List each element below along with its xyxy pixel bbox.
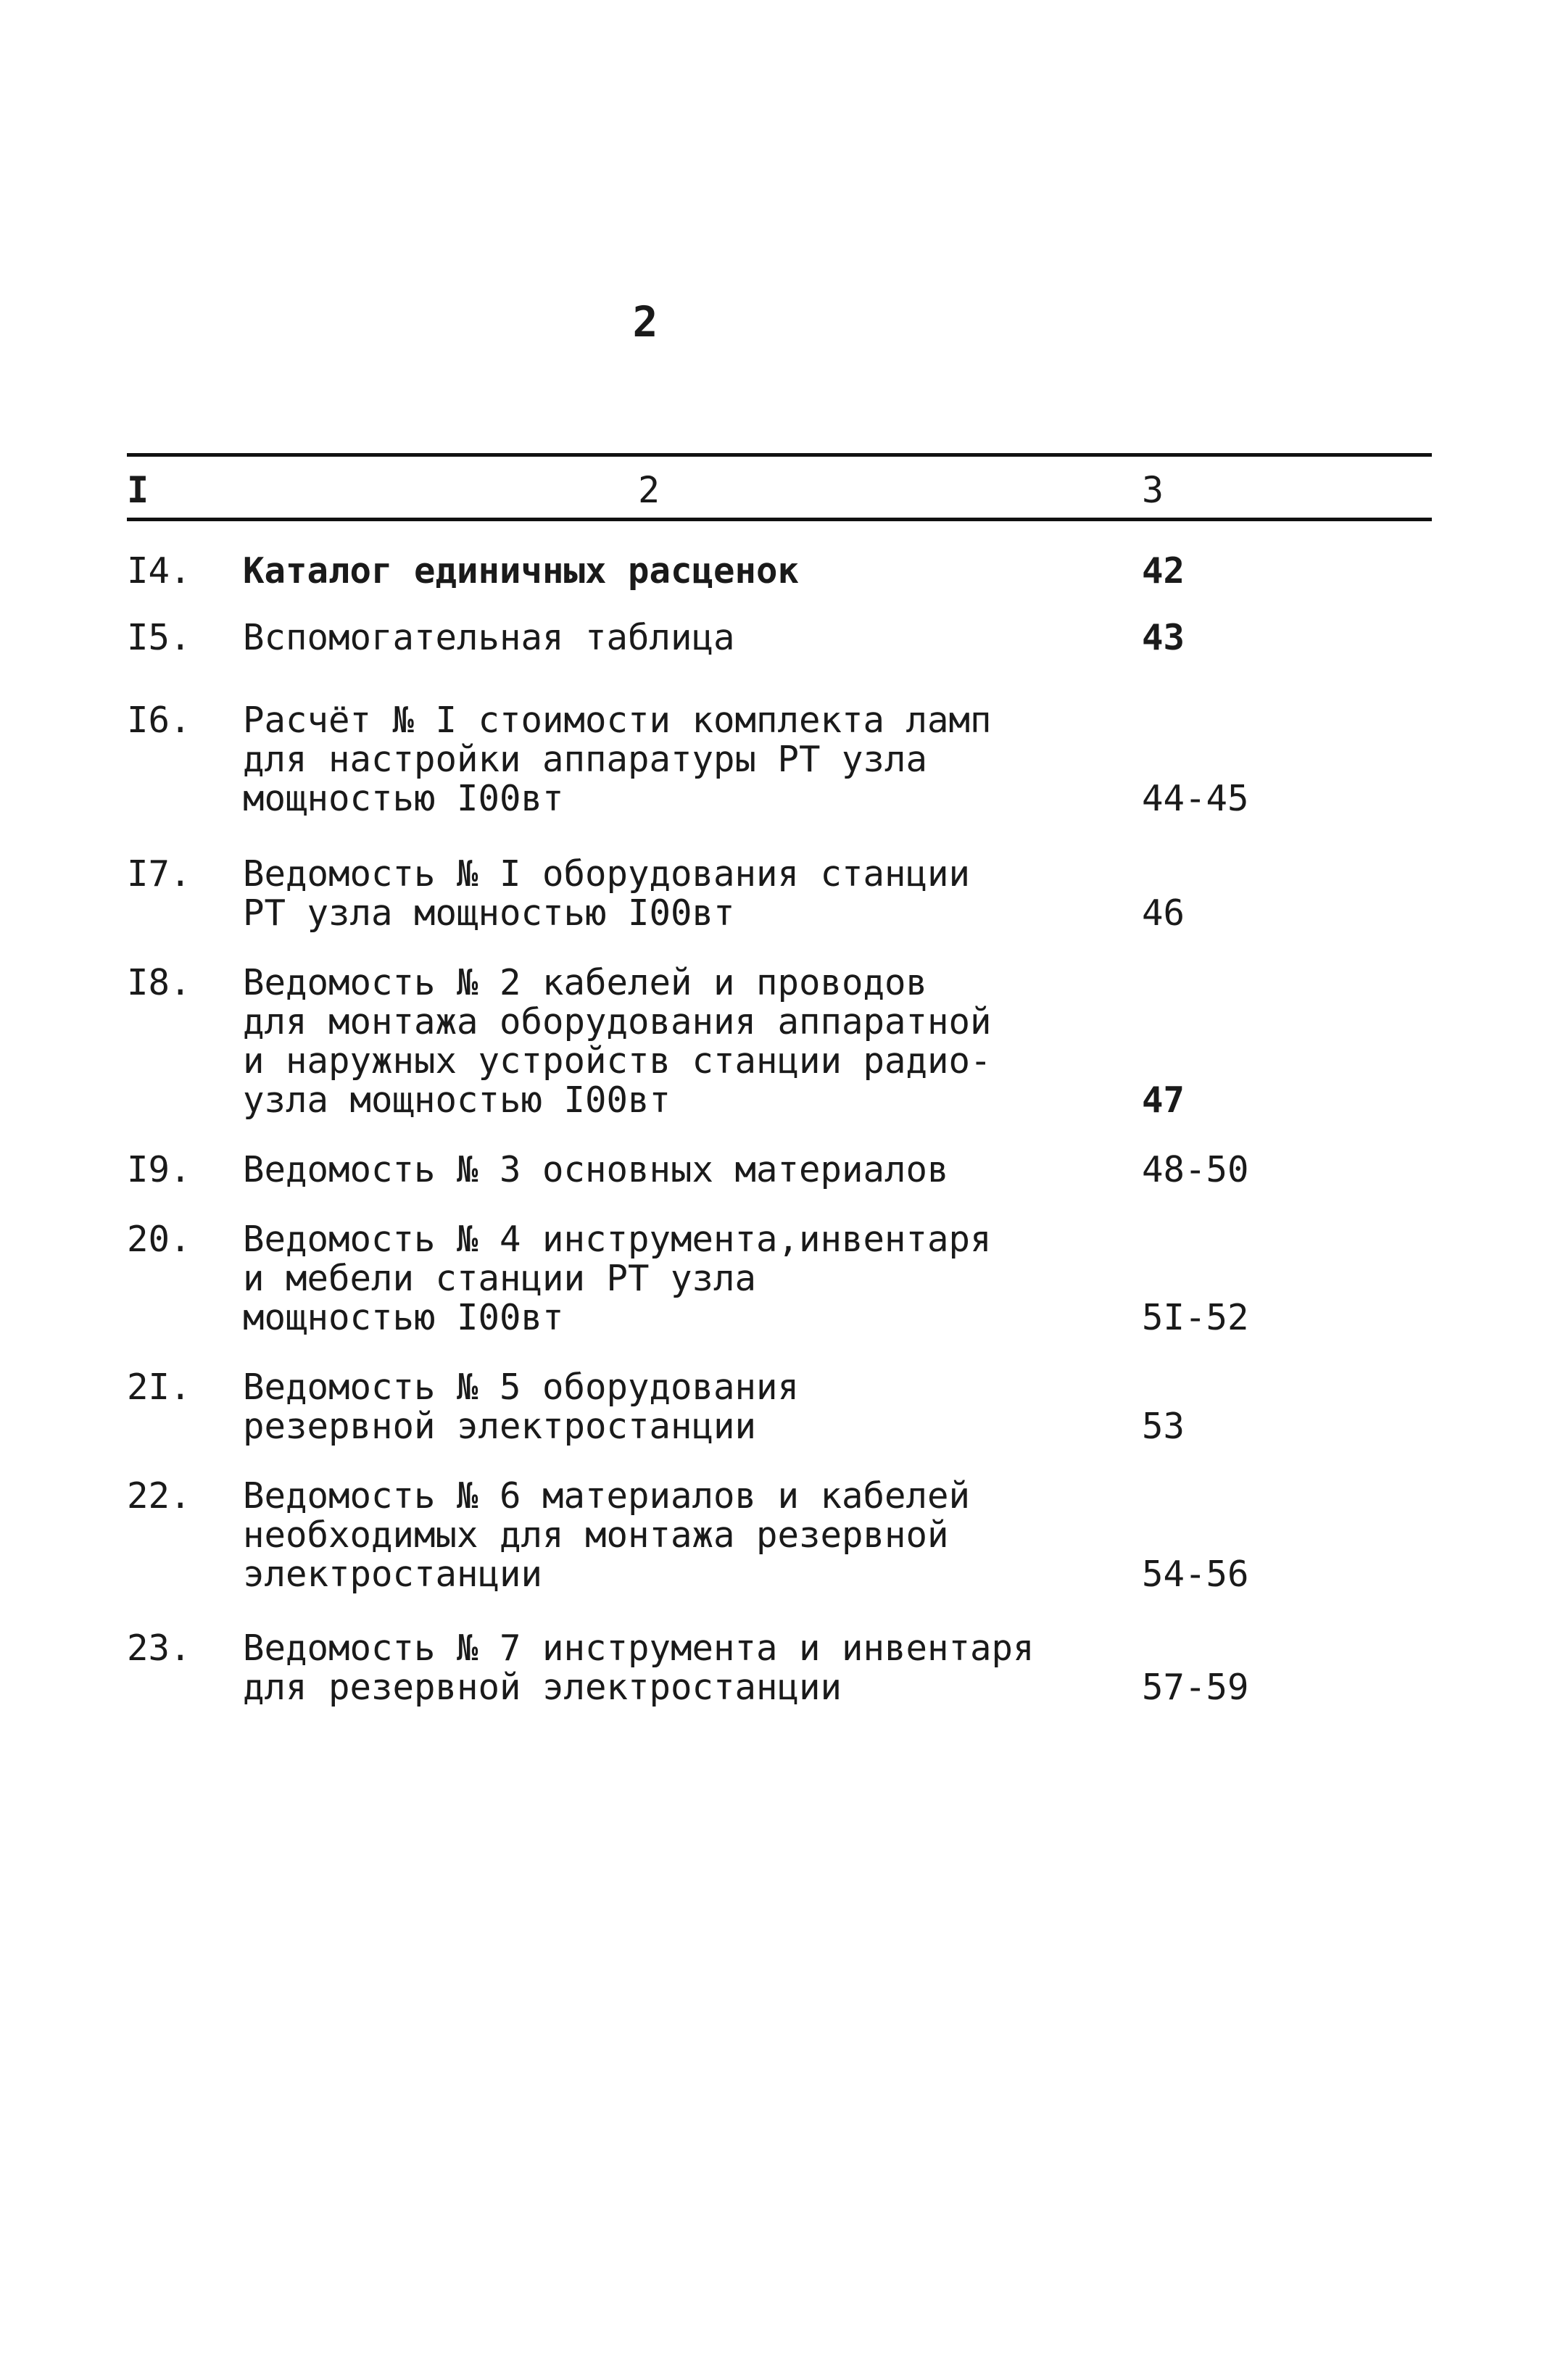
page-number: 2 [632, 297, 658, 347]
entry-title: Ведомость № 2 кабелей и проводов для монтажа оборудования аппаратной и наружных устройств станции радио- узла мощностью I00вт [243, 962, 992, 1121]
entry-title: Ведомость № I оборудования станции РТ узла мощностью I00вт [243, 853, 971, 934]
table-header-row [127, 470, 1432, 510]
table-row [127, 701, 1432, 818]
entry-pages: 42 [1142, 550, 1185, 592]
entry-title: Расчёт № I стоимости комплекта ламп для настройки аппаратуры РТ узла мощностью I00вт [243, 700, 992, 819]
entry-number: 2I. [127, 1367, 191, 1408]
table-row [127, 618, 1432, 658]
entry-number: I9. [127, 1149, 191, 1190]
entry-pages: 5I-52 [1142, 1297, 1249, 1338]
entry-pages: 43 [1142, 617, 1185, 658]
entry-number: I5. [127, 617, 191, 658]
table-row [127, 1368, 1432, 1446]
table-top-rule [127, 453, 1432, 457]
table-row [127, 1150, 1432, 1190]
column-header-3: 3 [1142, 469, 1164, 511]
table-row [127, 855, 1432, 933]
table-row [127, 1477, 1432, 1594]
entry-number: 22. [127, 1475, 191, 1517]
column-header-1: I [127, 469, 149, 511]
entry-number: 20. [127, 1219, 191, 1260]
table-row [127, 963, 1432, 1120]
entry-pages: 47 [1142, 1079, 1185, 1121]
table-header-rule [127, 518, 1432, 521]
contents-table [127, 453, 1432, 1707]
entry-number: 23. [127, 1628, 191, 1669]
entry-title: Каталог единичных расценок [243, 550, 800, 592]
entry-pages: 46 [1142, 892, 1185, 934]
entry-pages: 48-50 [1142, 1149, 1249, 1190]
column-header-2: 2 [638, 469, 660, 511]
table-row [127, 1629, 1432, 1707]
entry-pages: 44-45 [1142, 778, 1249, 819]
entry-title: Ведомость № 6 материалов и кабелей необходимых для монтажа резервной электростанции [243, 1475, 971, 1595]
entry-number: I7. [127, 853, 191, 895]
entry-pages: 53 [1142, 1406, 1185, 1447]
entry-title: Вспомогательная таблица [243, 617, 735, 658]
entry-title: Ведомость № 7 инструмента и инвентаря для резервной электростанции [243, 1628, 1035, 1708]
entry-number: I6. [127, 700, 191, 741]
table-row [127, 1220, 1432, 1338]
entry-pages: 54-56 [1142, 1554, 1249, 1595]
entry-number: I4. [127, 550, 191, 592]
table-row [127, 552, 1432, 591]
entry-number: I8. [127, 962, 191, 1003]
entry-pages: 57-59 [1142, 1667, 1249, 1708]
entry-title: Ведомость № 3 основных материалов [243, 1149, 949, 1190]
entry-title: Ведомость № 5 оборудования резервной электростанции [243, 1367, 800, 1447]
entry-title: Ведомость № 4 инструмента,инвентаря и мебели станции РТ узла мощностью I00вт [243, 1219, 992, 1338]
